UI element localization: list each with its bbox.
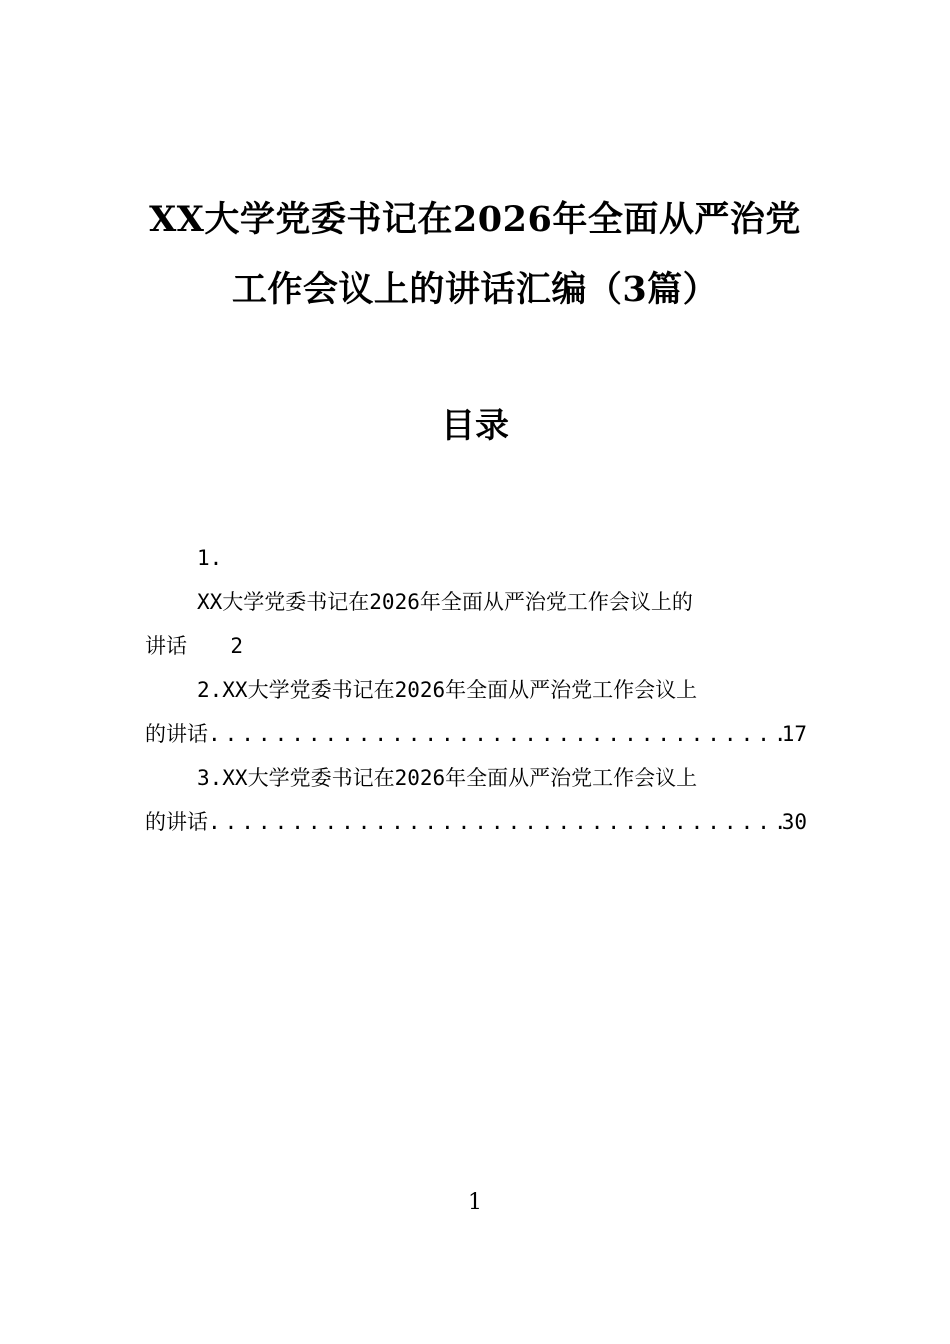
toc-entry-3-continuation[interactable] [145, 800, 807, 844]
toc-entry-3-leader [208, 800, 782, 844]
toc-entry-2-continuation[interactable] [145, 712, 807, 756]
toc-entry-1-continuation[interactable] [145, 624, 243, 668]
toc-entry-1-page: 2 [230, 634, 243, 658]
toc-entry-2-page: 17 [781, 722, 807, 746]
toc-entry-3-page: 30 [781, 810, 807, 834]
toc-entry-1-number[interactable]: 1. [197, 546, 223, 570]
toc-heading: 目录 [441, 406, 509, 446]
document-title-line-2: 工作会议上的讲话汇编（3篇） [231, 269, 719, 310]
toc-entry-1-title-text: XX大学党委书记在2026年全面从严治党工作会议上的 [197, 590, 693, 614]
toc-entry-3-title-text: 3.XX大学党委书记在2026年全面从严治党工作会议上 [197, 766, 698, 790]
toc-entry-2-leader [208, 712, 782, 756]
toc-entry-3-title-end: 的讲话 [145, 810, 208, 834]
toc-entry-1-title-end: 讲话 [145, 634, 187, 658]
toc-entry-1-title[interactable] [197, 580, 807, 624]
toc-entry-2-title[interactable] [197, 668, 807, 712]
toc-entry-3-title[interactable] [197, 756, 807, 800]
toc-entry-2-title-text: 2.XX大学党委书记在2026年全面从严治党工作会议上 [197, 678, 698, 702]
document-title-line-1: XX大学党委书记在2026年全面从严治党 [149, 199, 801, 240]
page-number: 1 [468, 1190, 482, 1215]
toc-entry-2-title-end: 的讲话 [145, 722, 208, 746]
